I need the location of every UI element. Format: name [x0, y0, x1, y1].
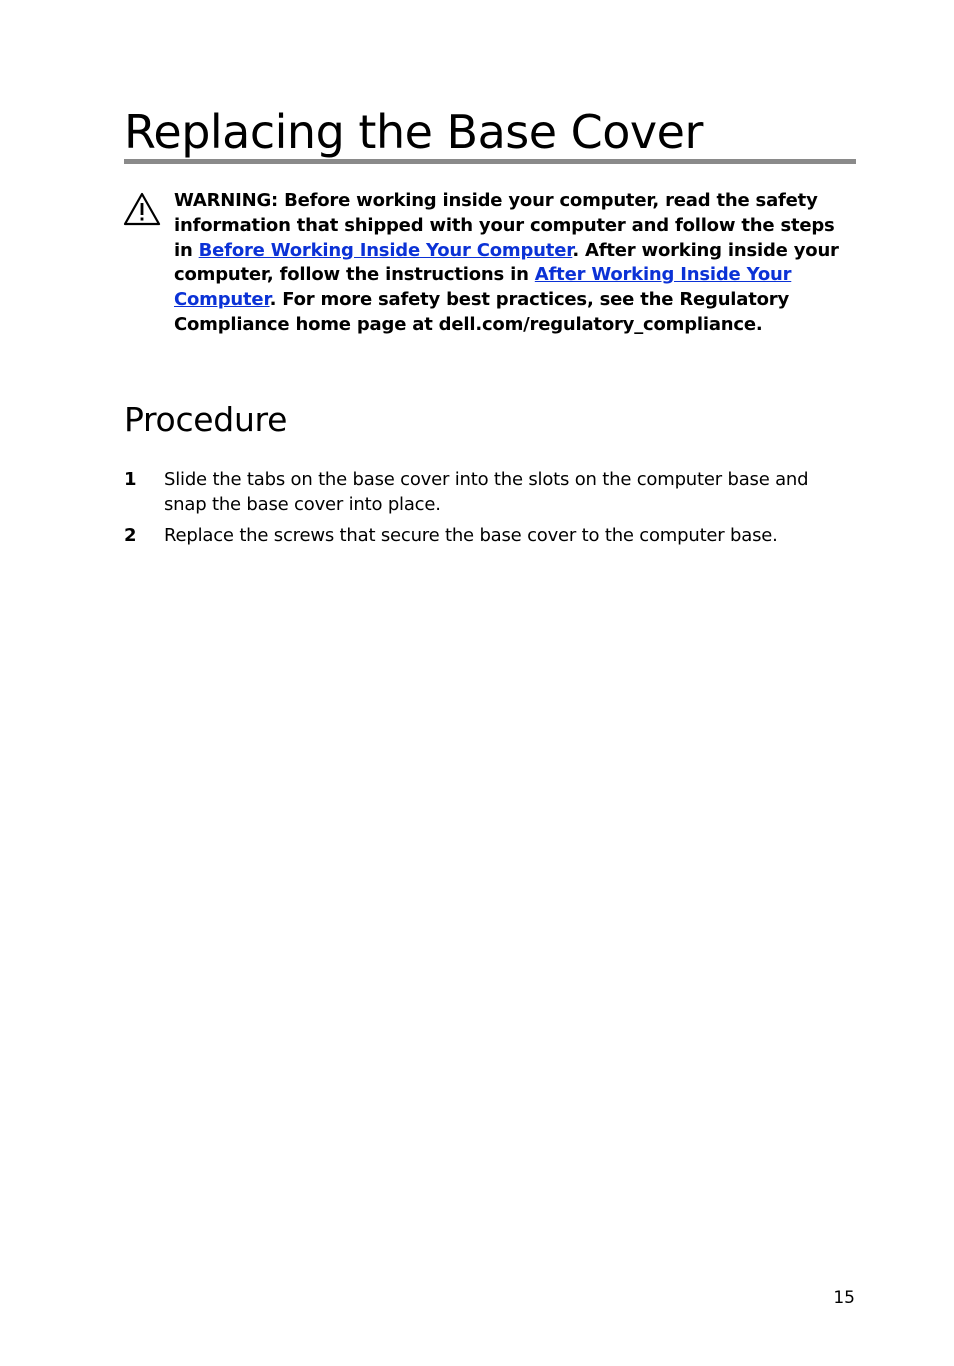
- warning-text-1: WARNING: Before working inside your computer, read the safety information that shipped with your computer and follow the steps in: [174, 190, 835, 261]
- procedure-step: [124, 523, 854, 548]
- after-working-link[interactable]: After Working Inside Your Computer: [174, 264, 792, 311]
- page-title: Replacing the Base Cover: [124, 105, 703, 159]
- warning-text-3: . For more safety best practices, see the Regulatory Compliance home page at dell.com/regulatory_compliance.: [174, 289, 790, 335]
- warning-triangle-icon: [123, 192, 161, 226]
- page-number: 15: [833, 1288, 855, 1308]
- step-text: Slide the tabs on the base cover into the slots on the computer base and snap the base cover into place.: [164, 469, 809, 515]
- section-title-procedure: Procedure: [124, 400, 288, 439]
- step-number: 2: [124, 525, 137, 546]
- warning-note: [174, 189, 854, 338]
- before-working-link[interactable]: Before Working Inside Your Computer: [198, 239, 573, 261]
- step-number: 1: [124, 469, 137, 490]
- procedure-step: [124, 467, 854, 517]
- procedure-steps: [124, 467, 854, 554]
- title-divider: [124, 159, 856, 164]
- step-text: Replace the screws that secure the base cover to the computer base.: [164, 525, 778, 546]
- warning-text-2: . After working inside your computer, follow the instructions in: [174, 239, 839, 286]
